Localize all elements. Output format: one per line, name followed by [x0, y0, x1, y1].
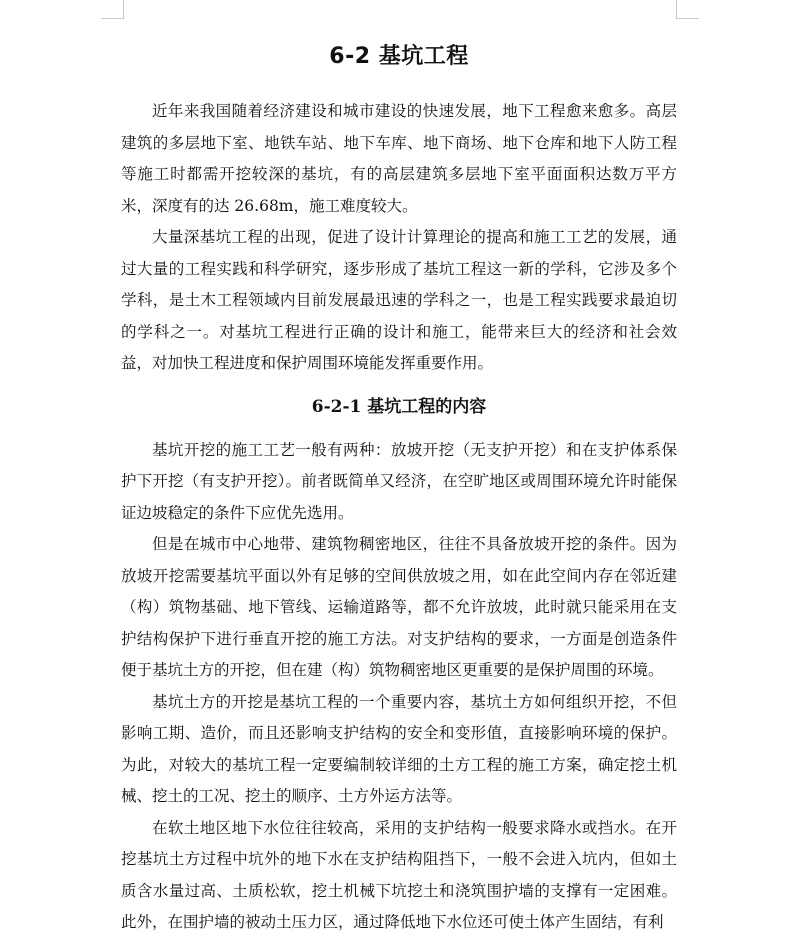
intro-paragraph-1: 近年来我国随着经济建设和城市建设的快速发展，地下工程愈来愈多。高层建筑的多层地下室、地铁车站、地下车库、地下商场、地下仓库和地下人防工程等施工时都需开挖较深的基坑，有的高层建筑多层地下室平面面积达数万平方米，深度有的达 26.68m，施工难度较大。 [121, 102, 677, 215]
crop-mark-top-left [101, 0, 124, 19]
page-title: 6-2 基坑工程 [329, 44, 469, 69]
section-paragraph-4: 在软土地区地下水位往往较高，采用的支护结构一般要求降水或挡水。在开挖基坑土方过程中坑外的地下水在支护结构阻挡下，一般不会进入坑内，但如土质含水量过高、土质松软，挖土机械下坑挖土和浇筑围护墙的支撑有一定困难。此外，在围护墙的被动土压力区，通过降低地下水位还可使土体产生固结，有利 [121, 818, 677, 931]
crop-mark-top-right [676, 0, 699, 19]
intro-paragraph-2: 大量深基坑工程的出现，促进了设计计算理论的提高和施工工艺的发展，通过大量的工程实践和科学研究，逐步形成了基坑工程这一新的学科，它涉及多个学科，是土木工程领域内目前发展最迅速的学科之一，也是工程实践要求最迫切的学科之一。对基坑工程进行正确的设计和施工，能带来巨大的经济和社会效益，对加快工程进度和保护周围环境能发挥重要作用。 [121, 228, 677, 372]
section-paragraph-3: 基坑土方的开挖是基坑工程的一个重要内容，基坑土方如何组织开挖，不但影响工期、造价，而且还影响支护结构的安全和变形值，直接影响环境的保护。为此，对较大的基坑工程一定要编制较详细的土方工程的施工方案，确定挖土机械、挖土的工况、挖土的顺序、土方外运方法等。 [121, 692, 677, 805]
section-paragraph-1: 基坑开挖的施工工艺一般有两种：放坡开挖（无支护开挖）和在支护体系保护下开挖（有支护开挖）。前者既简单又经济，在空旷地区或周围环境允许时能保证边坡稳定的条件下应优先选用。 [121, 440, 677, 522]
section-title: 6-2-1 基坑工程的内容 [311, 396, 487, 417]
page-content [121, 40, 677, 939]
section-paragraph-2: 但是在城市中心地带、建筑物稠密地区，往往不具备放坡开挖的条件。因为放坡开挖需要基坑平面以外有足够的空间供放坡之用，如在此空间内存在邻近建（构）筑物基础、地下管线、运输道路等，都不允许放坡，此时就只能采用在支护结构保护下进行垂直开挖的施工方法。对支护结构的要求，一方面是创造条件便于基坑土方的开挖，但在建（构）筑物稠密地区更重要的是保护周围的环境。 [121, 535, 677, 679]
